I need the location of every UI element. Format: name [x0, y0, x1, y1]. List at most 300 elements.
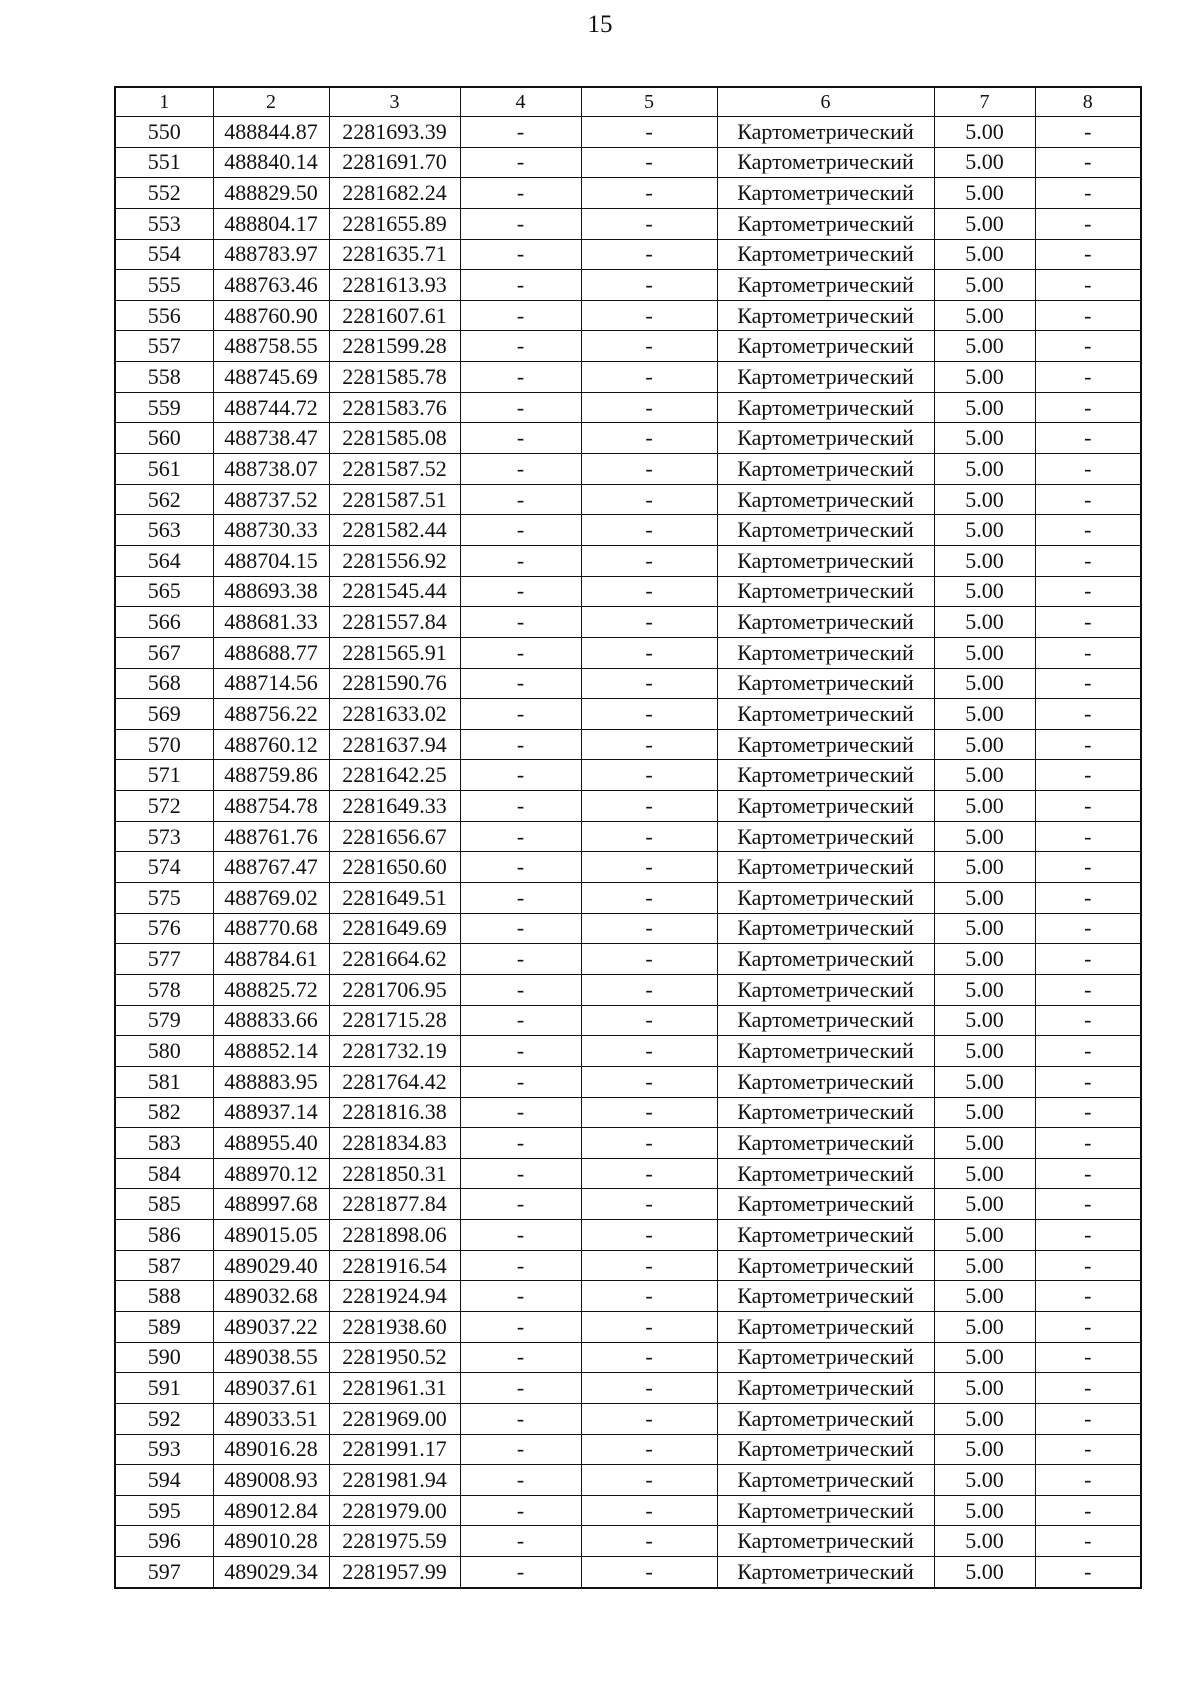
column-5-cell: -: [581, 852, 717, 883]
table-body: [115, 117, 1141, 1588]
column-4-cell: -: [460, 791, 581, 822]
column-5-cell: -: [581, 729, 717, 760]
column-4-cell: -: [460, 1250, 581, 1281]
y-coordinate-cell: 2281957.99: [329, 1557, 460, 1588]
y-coordinate-cell: 2281642.25: [329, 760, 460, 791]
table-row: [115, 1066, 1141, 1097]
method-cell: Картометрический: [717, 270, 934, 301]
y-coordinate-cell: 2281599.28: [329, 331, 460, 362]
method-cell: Картометрический: [717, 637, 934, 668]
method-cell: Картометрический: [717, 1311, 934, 1342]
method-cell: Картометрический: [717, 852, 934, 883]
point-number-cell: 562: [115, 484, 213, 515]
point-number-cell: 576: [115, 913, 213, 944]
point-number-cell: 561: [115, 454, 213, 485]
method-cell: Картометрический: [717, 576, 934, 607]
column-8-cell: -: [1035, 239, 1141, 270]
column-8-cell: -: [1035, 1036, 1141, 1067]
column-8-cell: -: [1035, 852, 1141, 883]
page-number: 15: [587, 11, 613, 38]
table-row: [115, 147, 1141, 178]
point-number-cell: 575: [115, 883, 213, 914]
point-number-cell: 560: [115, 423, 213, 454]
point-number-cell: 594: [115, 1465, 213, 1496]
table-row: [115, 1036, 1141, 1067]
accuracy-cell: 5.00: [934, 270, 1035, 301]
column-5-cell: -: [581, 1128, 717, 1159]
accuracy-cell: 5.00: [934, 607, 1035, 638]
point-number-cell: 579: [115, 1005, 213, 1036]
table-row: [115, 1526, 1141, 1557]
column-4-cell: -: [460, 699, 581, 730]
table-row: [115, 1281, 1141, 1312]
method-cell: Картометрический: [717, 484, 934, 515]
x-coordinate-cell: 488937.14: [213, 1097, 329, 1128]
y-coordinate-cell: 2281691.70: [329, 147, 460, 178]
column-8-cell: -: [1035, 362, 1141, 393]
method-cell: Картометрический: [717, 117, 934, 148]
column-header: 7: [934, 87, 1035, 117]
point-number-cell: 571: [115, 760, 213, 791]
accuracy-cell: 5.00: [934, 1526, 1035, 1557]
column-4-cell: -: [460, 1311, 581, 1342]
column-5-cell: -: [581, 1373, 717, 1404]
x-coordinate-cell: 488997.68: [213, 1189, 329, 1220]
column-5-cell: -: [581, 147, 717, 178]
method-cell: Картометрический: [717, 1097, 934, 1128]
column-8-cell: -: [1035, 1434, 1141, 1465]
column-8-cell: -: [1035, 1526, 1141, 1557]
y-coordinate-cell: 2281587.52: [329, 454, 460, 485]
column-8-cell: -: [1035, 821, 1141, 852]
accuracy-cell: 5.00: [934, 208, 1035, 239]
method-cell: Картометрический: [717, 147, 934, 178]
x-coordinate-cell: 489029.40: [213, 1250, 329, 1281]
accuracy-cell: 5.00: [934, 883, 1035, 914]
column-5-cell: -: [581, 515, 717, 546]
column-4-cell: -: [460, 1557, 581, 1588]
y-coordinate-cell: 2281877.84: [329, 1189, 460, 1220]
column-5-cell: -: [581, 392, 717, 423]
table-row: [115, 1434, 1141, 1465]
accuracy-cell: 5.00: [934, 1250, 1035, 1281]
x-coordinate-cell: 488804.17: [213, 208, 329, 239]
accuracy-cell: 5.00: [934, 913, 1035, 944]
column-8-cell: -: [1035, 515, 1141, 546]
column-5-cell: -: [581, 821, 717, 852]
accuracy-cell: 5.00: [934, 392, 1035, 423]
x-coordinate-cell: 488745.69: [213, 362, 329, 393]
accuracy-cell: 5.00: [934, 362, 1035, 393]
column-header: 4: [460, 87, 581, 117]
accuracy-cell: 5.00: [934, 760, 1035, 791]
column-4-cell: -: [460, 423, 581, 454]
column-8-cell: -: [1035, 454, 1141, 485]
y-coordinate-cell: 2281656.67: [329, 821, 460, 852]
column-5-cell: -: [581, 454, 717, 485]
y-coordinate-cell: 2281557.84: [329, 607, 460, 638]
column-4-cell: -: [460, 1158, 581, 1189]
method-cell: Картометрический: [717, 1158, 934, 1189]
accuracy-cell: 5.00: [934, 1281, 1035, 1312]
x-coordinate-cell: 488844.87: [213, 117, 329, 148]
y-coordinate-cell: 2281582.44: [329, 515, 460, 546]
x-coordinate-cell: 489016.28: [213, 1434, 329, 1465]
column-4-cell: -: [460, 852, 581, 883]
column-8-cell: -: [1035, 1128, 1141, 1159]
y-coordinate-cell: 2281585.08: [329, 423, 460, 454]
column-4-cell: -: [460, 1495, 581, 1526]
accuracy-cell: 5.00: [934, 699, 1035, 730]
method-cell: Картометрический: [717, 668, 934, 699]
point-number-cell: 551: [115, 147, 213, 178]
y-coordinate-cell: 2281613.93: [329, 270, 460, 301]
column-5-cell: -: [581, 362, 717, 393]
accuracy-cell: 5.00: [934, 545, 1035, 576]
accuracy-cell: 5.00: [934, 1434, 1035, 1465]
method-cell: Картометрический: [717, 1465, 934, 1496]
column-5-cell: -: [581, 576, 717, 607]
point-number-cell: 554: [115, 239, 213, 270]
column-4-cell: -: [460, 883, 581, 914]
column-4-cell: -: [460, 484, 581, 515]
table-row: [115, 423, 1141, 454]
method-cell: Картометрический: [717, 1220, 934, 1251]
column-4-cell: -: [460, 392, 581, 423]
y-coordinate-cell: 2281587.51: [329, 484, 460, 515]
point-number-cell: 587: [115, 1250, 213, 1281]
method-cell: Картометрический: [717, 545, 934, 576]
column-8-cell: -: [1035, 699, 1141, 730]
column-4-cell: -: [460, 1036, 581, 1067]
method-cell: Картометрический: [717, 944, 934, 975]
column-8-cell: -: [1035, 1557, 1141, 1588]
table-row: [115, 208, 1141, 239]
method-cell: Картометрический: [717, 208, 934, 239]
column-8-cell: -: [1035, 637, 1141, 668]
method-cell: Картометрический: [717, 1403, 934, 1434]
x-coordinate-cell: 488754.78: [213, 791, 329, 822]
column-8-cell: -: [1035, 300, 1141, 331]
point-number-cell: 552: [115, 178, 213, 209]
method-cell: Картометрический: [717, 791, 934, 822]
column-5-cell: -: [581, 668, 717, 699]
method-cell: Картометрический: [717, 1189, 934, 1220]
column-8-cell: -: [1035, 668, 1141, 699]
method-cell: Картометрический: [717, 515, 934, 546]
accuracy-cell: 5.00: [934, 1373, 1035, 1404]
x-coordinate-cell: 488738.47: [213, 423, 329, 454]
y-coordinate-cell: 2281583.76: [329, 392, 460, 423]
method-cell: Картометрический: [717, 1128, 934, 1159]
x-coordinate-cell: 489012.84: [213, 1495, 329, 1526]
y-coordinate-cell: 2281850.31: [329, 1158, 460, 1189]
y-coordinate-cell: 2281649.69: [329, 913, 460, 944]
column-8-cell: -: [1035, 178, 1141, 209]
x-coordinate-cell: 488693.38: [213, 576, 329, 607]
column-5-cell: -: [581, 913, 717, 944]
column-5-cell: -: [581, 423, 717, 454]
column-5-cell: -: [581, 1434, 717, 1465]
x-coordinate-cell: 488681.33: [213, 607, 329, 638]
table-row: [115, 974, 1141, 1005]
y-coordinate-cell: 2281633.02: [329, 699, 460, 730]
column-5-cell: -: [581, 883, 717, 914]
column-8-cell: -: [1035, 545, 1141, 576]
column-4-cell: -: [460, 1434, 581, 1465]
method-cell: Картометрический: [717, 1526, 934, 1557]
y-coordinate-cell: 2281585.78: [329, 362, 460, 393]
accuracy-cell: 5.00: [934, 729, 1035, 760]
x-coordinate-cell: 488955.40: [213, 1128, 329, 1159]
y-coordinate-cell: 2281732.19: [329, 1036, 460, 1067]
table-row: [115, 1005, 1141, 1036]
column-4-cell: -: [460, 974, 581, 1005]
x-coordinate-cell: 488833.66: [213, 1005, 329, 1036]
x-coordinate-cell: 489033.51: [213, 1403, 329, 1434]
table-row: [115, 1128, 1141, 1159]
header-row: [115, 87, 1141, 117]
x-coordinate-cell: 488688.77: [213, 637, 329, 668]
y-coordinate-cell: 2281664.62: [329, 944, 460, 975]
accuracy-cell: 5.00: [934, 821, 1035, 852]
y-coordinate-cell: 2281649.51: [329, 883, 460, 914]
accuracy-cell: 5.00: [934, 1403, 1035, 1434]
y-coordinate-cell: 2281607.61: [329, 300, 460, 331]
column-5-cell: -: [581, 300, 717, 331]
x-coordinate-cell: 489029.34: [213, 1557, 329, 1588]
column-5-cell: -: [581, 178, 717, 209]
table-row: [115, 1158, 1141, 1189]
column-5-cell: -: [581, 791, 717, 822]
method-cell: Картометрический: [717, 1342, 934, 1373]
x-coordinate-cell: 488761.76: [213, 821, 329, 852]
column-4-cell: -: [460, 178, 581, 209]
column-4-cell: -: [460, 239, 581, 270]
column-4-cell: -: [460, 454, 581, 485]
y-coordinate-cell: 2281693.39: [329, 117, 460, 148]
point-number-cell: 585: [115, 1189, 213, 1220]
column-5-cell: -: [581, 239, 717, 270]
x-coordinate-cell: 489015.05: [213, 1220, 329, 1251]
point-number-cell: 567: [115, 637, 213, 668]
column-8-cell: -: [1035, 392, 1141, 423]
method-cell: Картометрический: [717, 1281, 934, 1312]
column-5-cell: -: [581, 1158, 717, 1189]
table-row: [115, 362, 1141, 393]
method-cell: Картометрический: [717, 1066, 934, 1097]
point-number-cell: 570: [115, 729, 213, 760]
method-cell: Картометрический: [717, 974, 934, 1005]
column-4-cell: -: [460, 913, 581, 944]
column-4-cell: -: [460, 821, 581, 852]
column-4-cell: -: [460, 515, 581, 546]
method-cell: Картометрический: [717, 729, 934, 760]
point-number-cell: 556: [115, 300, 213, 331]
x-coordinate-cell: 488883.95: [213, 1066, 329, 1097]
table-row: [115, 178, 1141, 209]
x-coordinate-cell: 488852.14: [213, 1036, 329, 1067]
method-cell: Картометрический: [717, 1373, 934, 1404]
y-coordinate-cell: 2281556.92: [329, 545, 460, 576]
column-8-cell: -: [1035, 484, 1141, 515]
column-5-cell: -: [581, 208, 717, 239]
table-row: [115, 454, 1141, 485]
y-coordinate-cell: 2281682.24: [329, 178, 460, 209]
column-5-cell: -: [581, 1311, 717, 1342]
accuracy-cell: 5.00: [934, 331, 1035, 362]
column-4-cell: -: [460, 300, 581, 331]
column-4-cell: -: [460, 117, 581, 148]
table-row: [115, 944, 1141, 975]
column-8-cell: -: [1035, 1220, 1141, 1251]
method-cell: Картометрический: [717, 760, 934, 791]
column-4-cell: -: [460, 760, 581, 791]
column-8-cell: -: [1035, 883, 1141, 914]
column-4-cell: -: [460, 1373, 581, 1404]
x-coordinate-cell: 489010.28: [213, 1526, 329, 1557]
method-cell: Картометрический: [717, 1495, 934, 1526]
accuracy-cell: 5.00: [934, 300, 1035, 331]
x-coordinate-cell: 488784.61: [213, 944, 329, 975]
accuracy-cell: 5.00: [934, 944, 1035, 975]
x-coordinate-cell: 488760.12: [213, 729, 329, 760]
accuracy-cell: 5.00: [934, 1005, 1035, 1036]
column-8-cell: -: [1035, 576, 1141, 607]
x-coordinate-cell: 488840.14: [213, 147, 329, 178]
x-coordinate-cell: 489008.93: [213, 1465, 329, 1496]
column-5-cell: -: [581, 1189, 717, 1220]
y-coordinate-cell: 2281961.31: [329, 1373, 460, 1404]
accuracy-cell: 5.00: [934, 1128, 1035, 1159]
x-coordinate-cell: 488744.72: [213, 392, 329, 423]
column-5-cell: -: [581, 117, 717, 148]
column-5-cell: -: [581, 1526, 717, 1557]
column-5-cell: -: [581, 1036, 717, 1067]
y-coordinate-cell: 2281764.42: [329, 1066, 460, 1097]
x-coordinate-cell: 488783.97: [213, 239, 329, 270]
column-8-cell: -: [1035, 423, 1141, 454]
column-4-cell: -: [460, 147, 581, 178]
point-number-cell: 592: [115, 1403, 213, 1434]
point-number-cell: 569: [115, 699, 213, 730]
column-5-cell: -: [581, 1495, 717, 1526]
column-header: 8: [1035, 87, 1141, 117]
column-8-cell: -: [1035, 1465, 1141, 1496]
point-number-cell: 577: [115, 944, 213, 975]
y-coordinate-cell: 2281590.76: [329, 668, 460, 699]
table-row: [115, 1495, 1141, 1526]
column-8-cell: -: [1035, 270, 1141, 301]
column-4-cell: -: [460, 729, 581, 760]
y-coordinate-cell: 2281991.17: [329, 1434, 460, 1465]
column-8-cell: -: [1035, 913, 1141, 944]
column-5-cell: -: [581, 1403, 717, 1434]
point-number-cell: 572: [115, 791, 213, 822]
table-row: [115, 883, 1141, 914]
method-cell: Картометрический: [717, 300, 934, 331]
x-coordinate-cell: 488730.33: [213, 515, 329, 546]
x-coordinate-cell: 488714.56: [213, 668, 329, 699]
method-cell: Картометрический: [717, 239, 934, 270]
column-5-cell: -: [581, 760, 717, 791]
column-8-cell: -: [1035, 791, 1141, 822]
table-row: [115, 852, 1141, 883]
accuracy-cell: 5.00: [934, 454, 1035, 485]
table-row: [115, 637, 1141, 668]
column-8-cell: -: [1035, 1005, 1141, 1036]
x-coordinate-cell: 489038.55: [213, 1342, 329, 1373]
table-row: [115, 270, 1141, 301]
column-5-cell: -: [581, 607, 717, 638]
y-coordinate-cell: 2281545.44: [329, 576, 460, 607]
column-5-cell: -: [581, 1220, 717, 1251]
point-number-cell: 550: [115, 117, 213, 148]
x-coordinate-cell: 488763.46: [213, 270, 329, 301]
column-5-cell: -: [581, 1342, 717, 1373]
method-cell: Картометрический: [717, 913, 934, 944]
coordinates-table: [114, 86, 1142, 1589]
column-8-cell: -: [1035, 1066, 1141, 1097]
accuracy-cell: 5.00: [934, 239, 1035, 270]
column-8-cell: -: [1035, 729, 1141, 760]
point-number-cell: 555: [115, 270, 213, 301]
point-number-cell: 583: [115, 1128, 213, 1159]
x-coordinate-cell: 488704.15: [213, 545, 329, 576]
method-cell: Картометрический: [717, 392, 934, 423]
point-number-cell: 564: [115, 545, 213, 576]
method-cell: Картометрический: [717, 1005, 934, 1036]
table-row: [115, 1097, 1141, 1128]
column-5-cell: -: [581, 545, 717, 576]
accuracy-cell: 5.00: [934, 791, 1035, 822]
table-row: [115, 331, 1141, 362]
y-coordinate-cell: 2281981.94: [329, 1465, 460, 1496]
accuracy-cell: 5.00: [934, 1220, 1035, 1251]
point-number-cell: 566: [115, 607, 213, 638]
column-5-cell: -: [581, 331, 717, 362]
column-header: 6: [717, 87, 934, 117]
method-cell: Картометрический: [717, 331, 934, 362]
point-number-cell: 557: [115, 331, 213, 362]
column-4-cell: -: [460, 1066, 581, 1097]
method-cell: Картометрический: [717, 1036, 934, 1067]
x-coordinate-cell: 488738.07: [213, 454, 329, 485]
table-row: [115, 1220, 1141, 1251]
column-8-cell: -: [1035, 1311, 1141, 1342]
table-row: [115, 760, 1141, 791]
table-row: [115, 117, 1141, 148]
x-coordinate-cell: 488767.47: [213, 852, 329, 883]
accuracy-cell: 5.00: [934, 637, 1035, 668]
column-4-cell: -: [460, 270, 581, 301]
column-4-cell: -: [460, 1342, 581, 1373]
column-4-cell: -: [460, 607, 581, 638]
table-row: [115, 791, 1141, 822]
y-coordinate-cell: 2281916.54: [329, 1250, 460, 1281]
column-5-cell: -: [581, 974, 717, 1005]
table-row: [115, 1465, 1141, 1496]
x-coordinate-cell: 489037.22: [213, 1311, 329, 1342]
accuracy-cell: 5.00: [934, 178, 1035, 209]
method-cell: Картометрический: [717, 1250, 934, 1281]
column-8-cell: -: [1035, 1373, 1141, 1404]
point-number-cell: 591: [115, 1373, 213, 1404]
point-number-cell: 578: [115, 974, 213, 1005]
column-8-cell: -: [1035, 1189, 1141, 1220]
column-5-cell: -: [581, 637, 717, 668]
table-row: [115, 668, 1141, 699]
